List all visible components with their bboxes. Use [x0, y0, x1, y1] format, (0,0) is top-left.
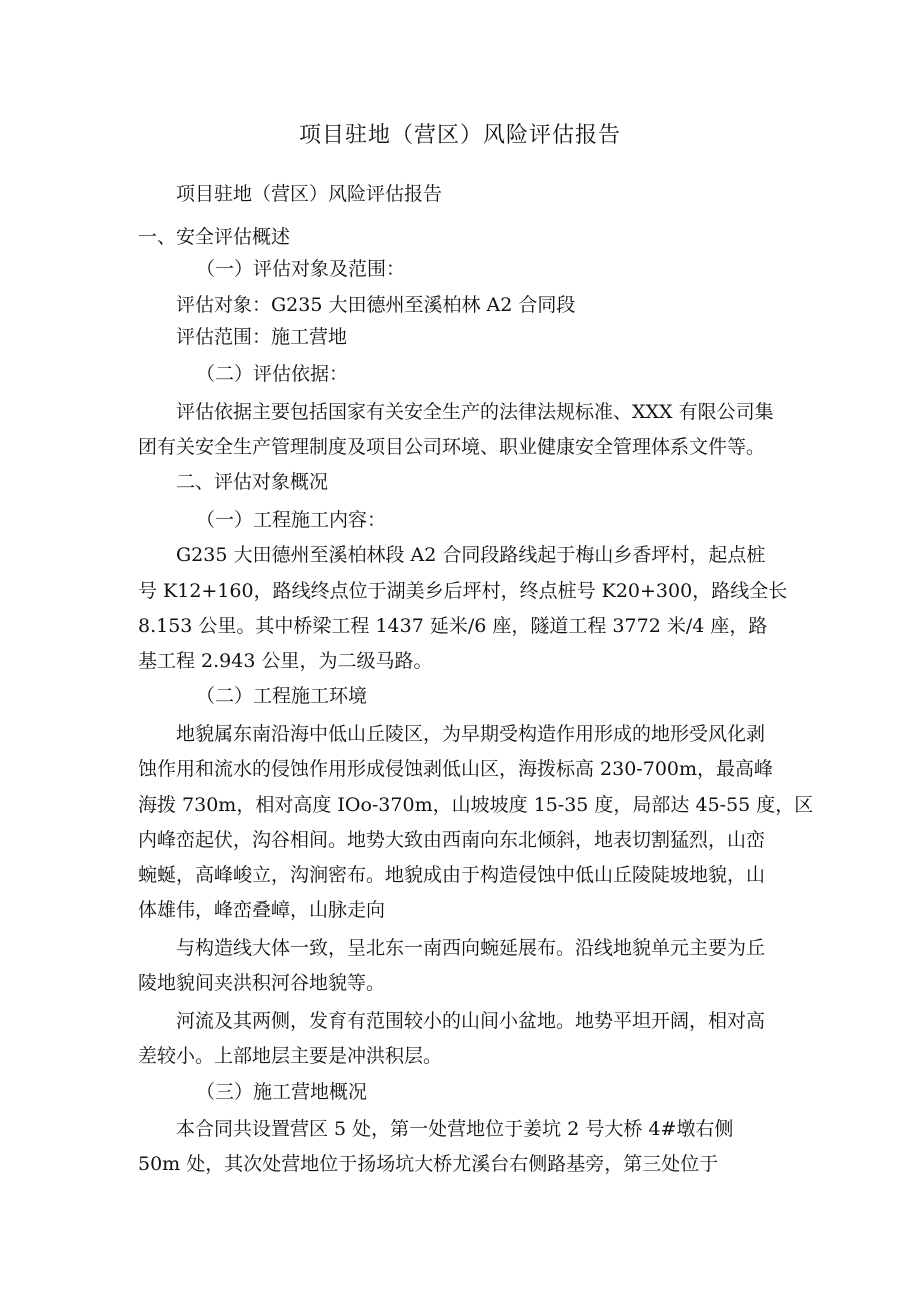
- paragraph-line: 号 K12+160，路线终点位于湖美乡后坪村，终点桩号 K20+300，路线全长: [138, 580, 788, 602]
- paragraph-line: 与构造线大体一致，呈北东一南西向蜿延展布。沿线地貌单元主要为丘: [176, 937, 766, 959]
- subsection-heading-2-1: （一）工程施工内容：: [196, 509, 387, 531]
- paragraph-line: 评估依据主要包括国家有关安全生产的法律法规标准、XXX 有限公司集: [176, 401, 774, 423]
- paragraph-line: 基工程 2.943 公里，为二级马路。: [138, 650, 433, 672]
- paragraph-line: 内峰峦起伏，沟谷相间。地势大致由西南向东北倾斜，地表切割猛烈，山峦: [138, 829, 766, 851]
- paragraph-line: 蚀作用和流水的侵蚀作用形成侵蚀剥低山区，海拨标高 230-700m，最高峰: [138, 758, 774, 780]
- paragraph-line: 评估范围：施工营地: [176, 326, 348, 348]
- paragraph-line: 蜿蜒，高峰峻立，沟涧密布。地貌成由于构造侵蚀中低山丘陵陡坡地貌，山: [138, 864, 766, 886]
- paragraph-line: 陵地貌间夹洪积河谷地貌等。: [138, 972, 386, 994]
- paragraph-line: G235 大田德州至溪柏林段 A2 合同段路线起于梅山乡香坪村，起点桩: [176, 544, 766, 566]
- subsection-heading-1-1: （一）评估对象及范围：: [196, 258, 406, 280]
- section-heading-1: 一、安全评估概述: [138, 226, 291, 248]
- subsection-heading-2-3: （三）施工营地概况: [196, 1081, 368, 1103]
- paragraph-line: 体雄伟，峰峦叠嶂，山脉走向: [138, 899, 386, 921]
- section-heading-2: 二、评估对象概况: [176, 471, 329, 493]
- paragraph-line: 50m 处，其次处营地位于扬场坑大桥尤溪台右侧路基旁，第三处位于: [138, 1153, 719, 1175]
- document-title: 项目驻地（营区）风险评估报告: [298, 123, 621, 148]
- subsection-heading-2-2: （二）工程施工环境: [196, 685, 368, 707]
- paragraph-line: 河流及其两侧，发育有范围较小的山间小盆地。地势平坦开阔，相对高: [176, 1010, 766, 1032]
- subtitle-line: 项目驻地（营区）风险评估报告: [176, 183, 443, 205]
- paragraph-line: 差较小。上部地层主要是冲洪积层。: [138, 1045, 443, 1067]
- paragraph-line: 海拨 730m，相对高度 IOo-370m，山坡坡度 15-35 度，局部达 45-55 度，区: [138, 794, 814, 816]
- paragraph-line: 本合同共设置营区 5 处，第一处营地位于姜坑 2 号大桥 4#墩右侧: [176, 1118, 734, 1140]
- subsection-heading-1-2: （二）评估依据：: [196, 363, 349, 385]
- paragraph-line: 8.153 公里。其中桥梁工程 1437 延米/6 座，隧道工程 3772 米/4 座，路: [138, 615, 768, 637]
- paragraph-line: 团有关安全生产管理制度及项目公司环境、职业健康安全管理体系文件等。: [138, 436, 766, 458]
- paragraph-line: 地貌属东南沿海中低山丘陵区，为早期受构造作用形成的地形受风化剥: [176, 723, 766, 745]
- paragraph-line: 评估对象：G235 大田德州至溪柏林 A2 合同段: [176, 294, 576, 316]
